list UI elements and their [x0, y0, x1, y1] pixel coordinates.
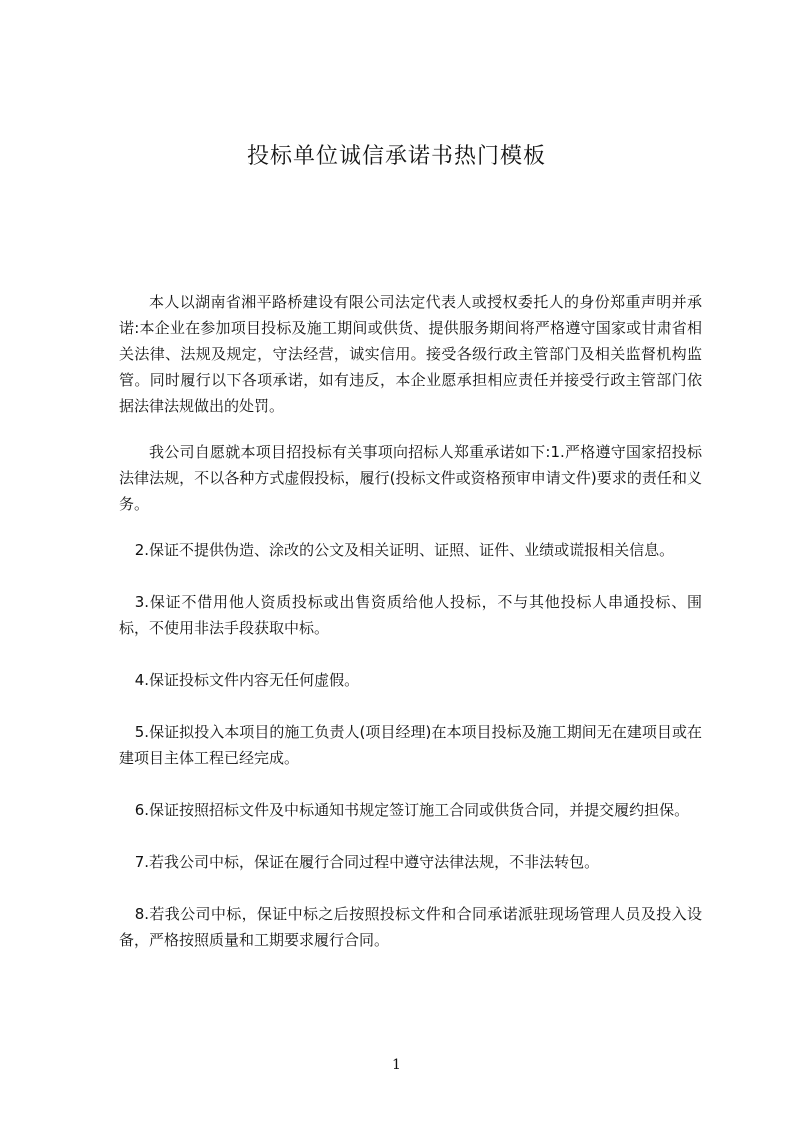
commitment-item-6: 6.保证按照招标文件及中标通知书规定签订施工合同或供货合同，并提交履约担保。	[134, 801, 690, 819]
commitment-item-4: 4.保证投标文件内容无任何虚假。	[134, 671, 360, 689]
paragraph-declaration: 本人以湖南省湘平路桥建设有限公司法定代表人或授权委托人的身份郑重声明并承诺:本企业在参加项目投标及施工期间或供货、提供服务期间将严格遵守国家或甘肃省相关法律、法规及规定，守法经营，诚实信用。接受各级行政主管部门及相关监督机构监管。同时履行以下各项承诺，如有违反，本企业愿承担相应责任并接受行政主管部门依据法律法规做出的处罚。	[119, 293, 702, 415]
page-number: 1	[392, 1057, 401, 1073]
document-title: 投标单位诚信承诺书热门模板	[246, 144, 546, 169]
commitment-item-5: 5.保证拟投入本项目的施工负责人(项目经理)在本项目投标及施工期间无在建项目或在建项目主体工程已经完成。	[119, 723, 702, 767]
document-body	[119, 289, 702, 953]
commitment-item-2: 2.保证不提供伪造、涂改的公文及相关证明、证照、证件、业绩或谎报相关信息。	[134, 541, 675, 559]
commitment-item-7: 7.若我公司中标，保证在履行合同过程中遵守法律法规，不非法转包。	[134, 853, 600, 871]
paragraph-commitment-intro: 我公司自愿就本项目招投标有关事项向招标人郑重承诺如下:1.严格遵守国家招投标法律法规，不以各种方式虚假投标，履行(投标文件或资格预审申请文件)要求的责任和义务。	[119, 443, 702, 513]
commitment-item-3: 3.保证不借用他人资质投标或出售资质给他人投标，不与其他投标人串通投标、围标，不使用非法手段获取中标。	[119, 593, 702, 637]
commitment-item-8: 8.若我公司中标，保证中标之后按照投标文件和合同承诺派驻现场管理人员及投入设备，严格按照质量和工期要求履行合同。	[119, 905, 702, 949]
